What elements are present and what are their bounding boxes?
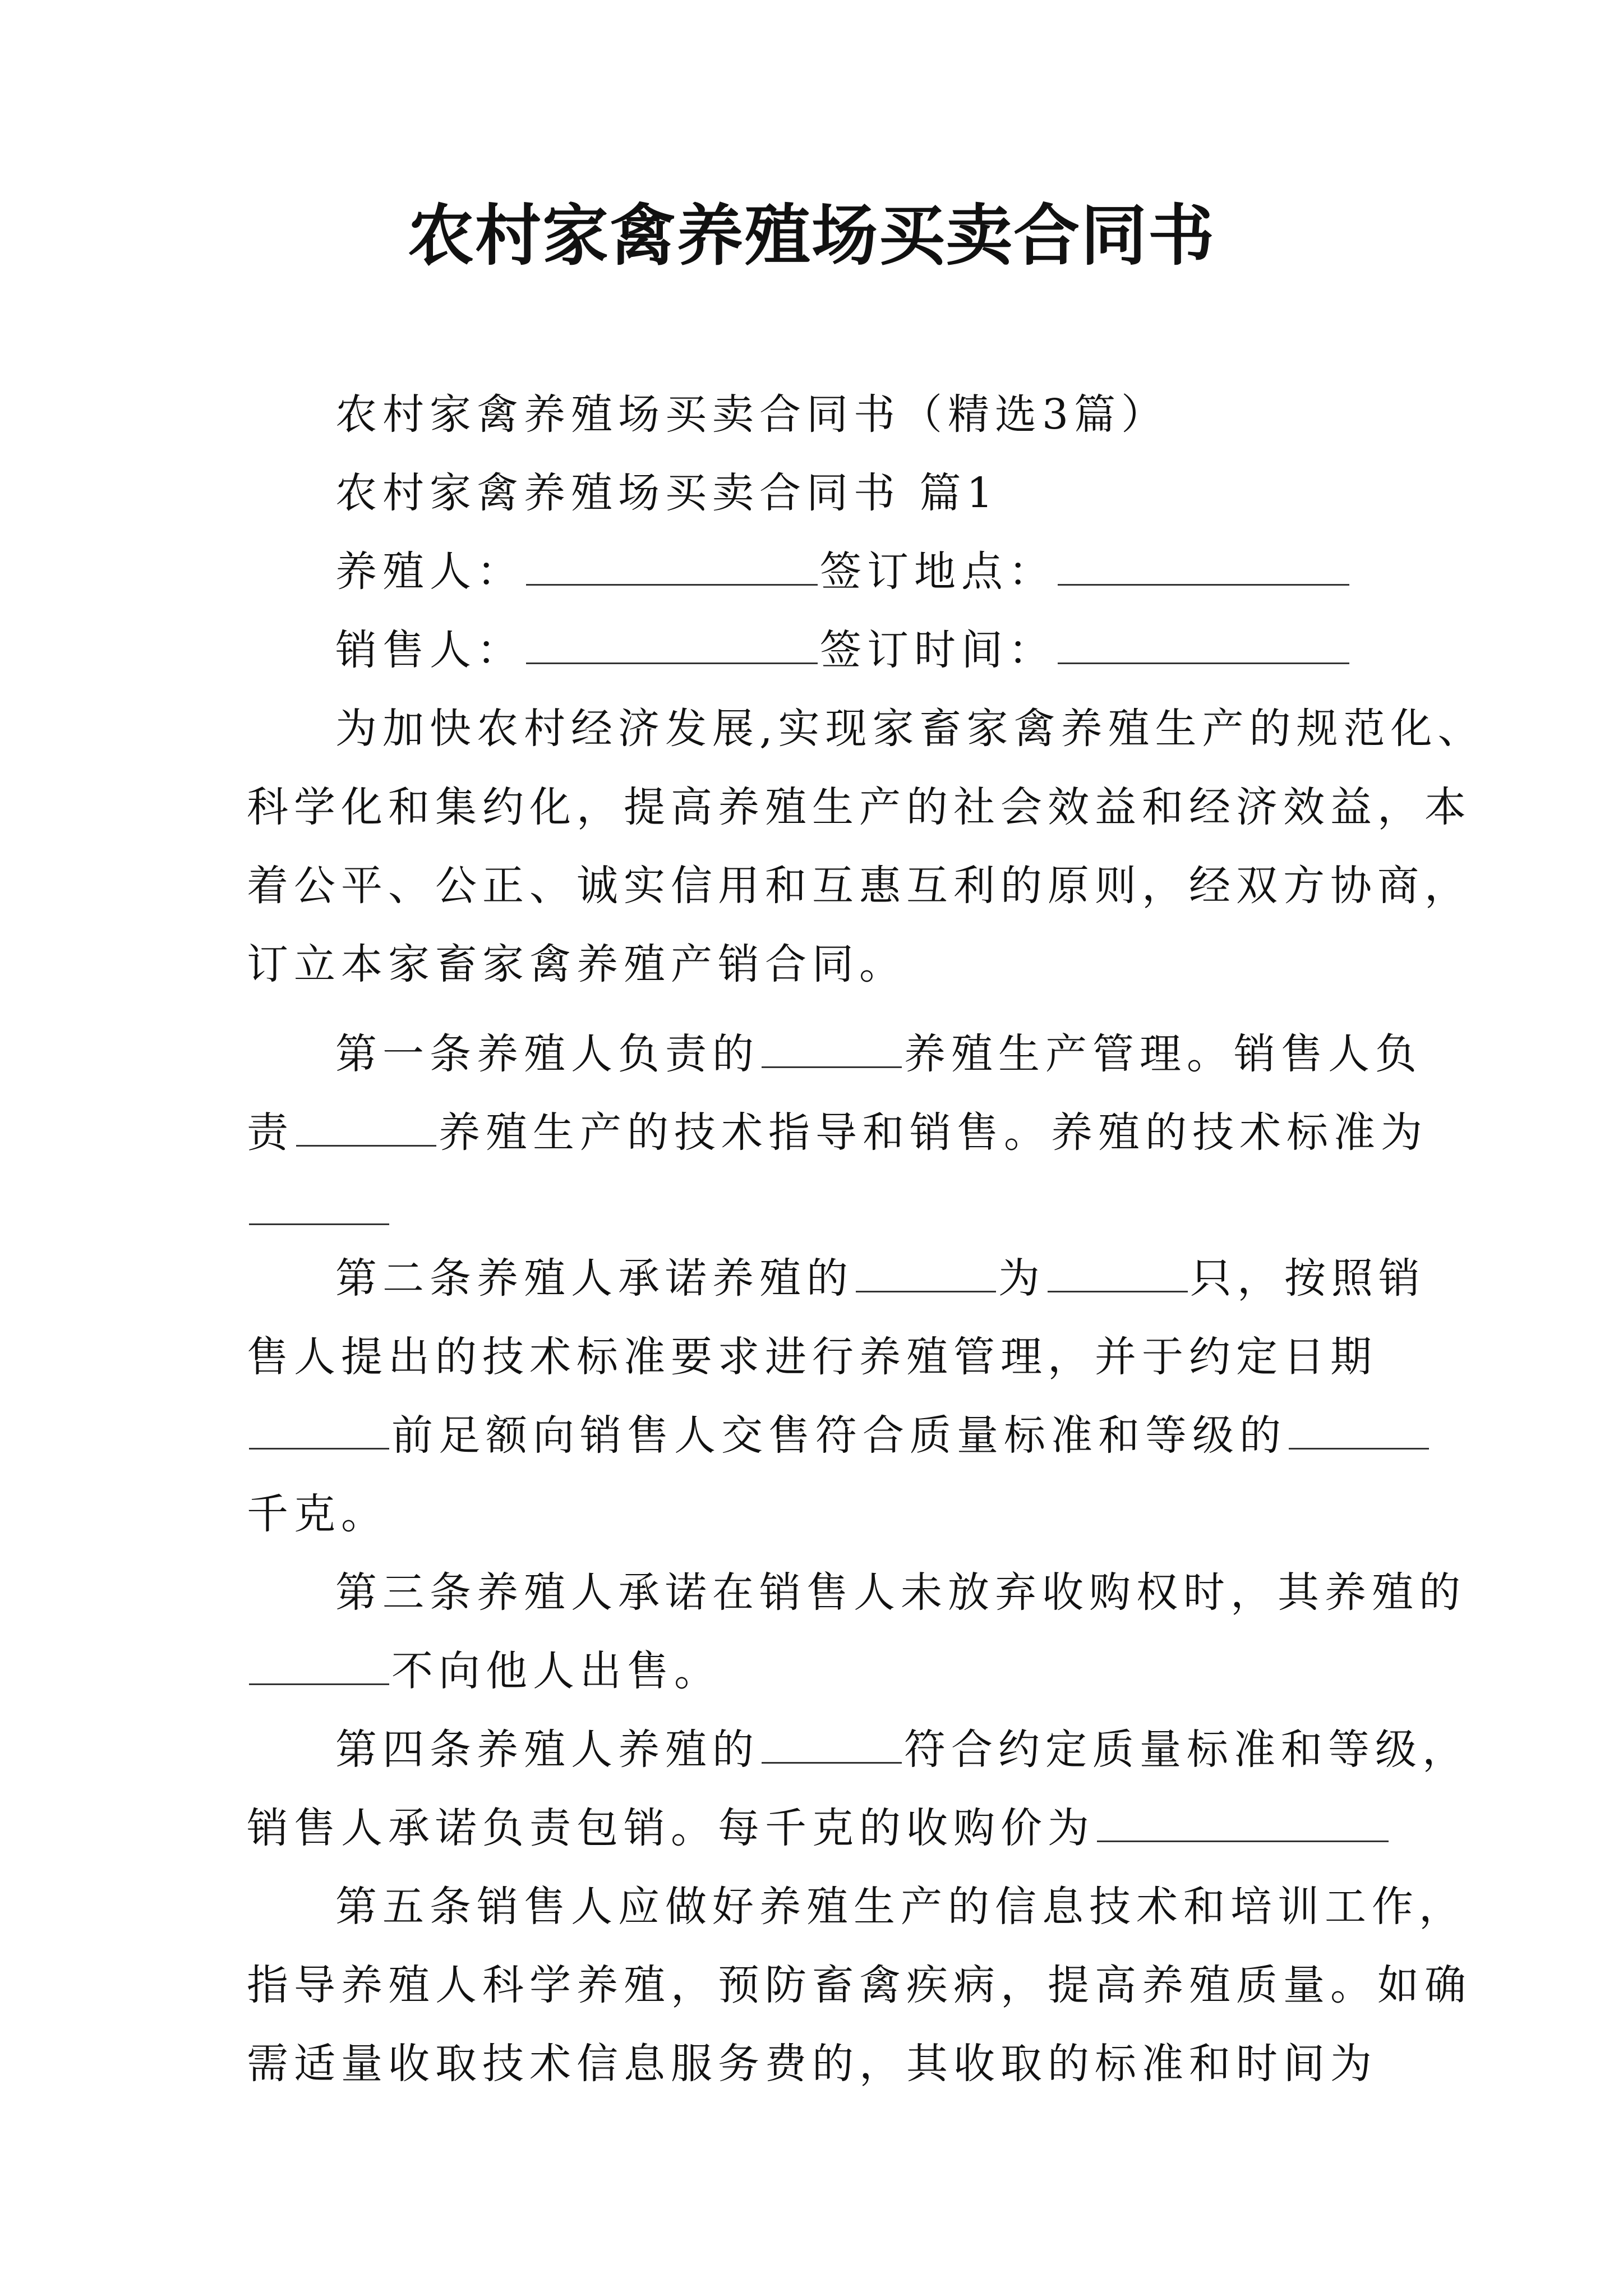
time-label: 签订时间： (820, 626, 1055, 674)
article2-text-d: 前足额向销售人交售符合质量标准和等级的 (391, 1411, 1287, 1460)
seller-time-row (335, 606, 1479, 694)
article1-text-a: 第一条养殖人负责的 (335, 1030, 759, 1078)
article5-line-3: 需适量收取技术信息服务费的，其收取的标准和时间为 (247, 2040, 1377, 2088)
article4-blank-1 (762, 1728, 902, 1764)
article4-blank-2 (1097, 1807, 1389, 1842)
article3-text: 不向他人出售。 (391, 1647, 721, 1695)
article5-line-2: 指导养殖人科学养殖，预防畜禽疾病，提高养殖质量。如确 (247, 1961, 1472, 2009)
article5-line-1: 第五条销售人应做好养殖生产的信息技术和培训工作， (335, 1883, 1466, 1931)
article1-line-2 (247, 1088, 1428, 1177)
time-blank (1058, 629, 1349, 664)
article1-text-c: 责 (247, 1108, 294, 1157)
article3-blank-1 (249, 1650, 389, 1685)
farmer-place-row (335, 527, 1479, 616)
article1-blank-3 (249, 1190, 389, 1225)
article2-blank-4 (1289, 1414, 1429, 1450)
article2-blank-2 (1048, 1257, 1188, 1292)
article2-line-1 (335, 1234, 1479, 1323)
article1-line-1 (335, 1010, 1479, 1098)
farmer-label: 养殖人： (335, 547, 524, 596)
seller-blank (526, 629, 818, 664)
article4-line-1 (335, 1705, 1479, 1794)
article2-text-c: 只，按照销 (1190, 1254, 1426, 1303)
article1-text-b: 养殖生产管理。销售人负 (904, 1030, 1422, 1078)
article1-text-d: 养殖生产的技术指导和销售。养殖的技术标准为 (439, 1108, 1428, 1157)
article4-text-b: 符合约定质量标准和等级， (904, 1726, 1469, 1774)
article2-line-4: 千克。 (247, 1490, 388, 1538)
article2-blank-3 (249, 1414, 389, 1450)
preamble-line-4: 订立本家畜家禽养殖产销合同。 (247, 940, 906, 988)
farmer-blank (526, 550, 818, 586)
article1-blank-2 (296, 1111, 436, 1147)
article2-text-b: 为 (998, 1254, 1045, 1303)
article2-line-2: 售人提出的技术标准要求进行养殖管理，并于约定日期 (247, 1333, 1377, 1381)
preamble-line-3: 着公平、公正、诚实信用和互惠互利的原则，经双方协商， (247, 862, 1472, 910)
preamble-line-2: 科学化和集约化，提高养殖生产的社会效益和经济效益，本 (247, 783, 1472, 831)
article1-blank-1 (762, 1033, 902, 1068)
chapter-heading: 农村家禽养殖场买卖合同书 篇1 (335, 469, 999, 517)
article4-text-c: 销售人承诺负责包销。每千克的收购价为 (247, 1804, 1095, 1852)
article2-text-a: 第二条养殖人承诺养殖的 (335, 1254, 854, 1303)
place-label: 签订地点： (820, 547, 1055, 596)
article2-line-3 (247, 1391, 1391, 1480)
place-blank (1058, 550, 1349, 586)
article2-blank-1 (856, 1257, 996, 1292)
document-subtitle: 农村家禽养殖场买卖合同书（精选3篇） (335, 390, 1169, 439)
document-title: 农村家禽养殖场买卖合同书 (407, 196, 1215, 274)
seller-label: 销售人： (335, 626, 524, 674)
article4-text-a: 第四条养殖人养殖的 (335, 1726, 759, 1774)
article4-line-2 (247, 1784, 1391, 1872)
preamble-line-1: 为加快农村经济发展,实现家畜家禽养殖生产的规范化、 (335, 705, 1485, 753)
article3-line-1: 第三条养殖人承诺在销售人未放弃收购权时，其养殖的 (335, 1568, 1466, 1617)
article3-line-2 (247, 1627, 1391, 1715)
